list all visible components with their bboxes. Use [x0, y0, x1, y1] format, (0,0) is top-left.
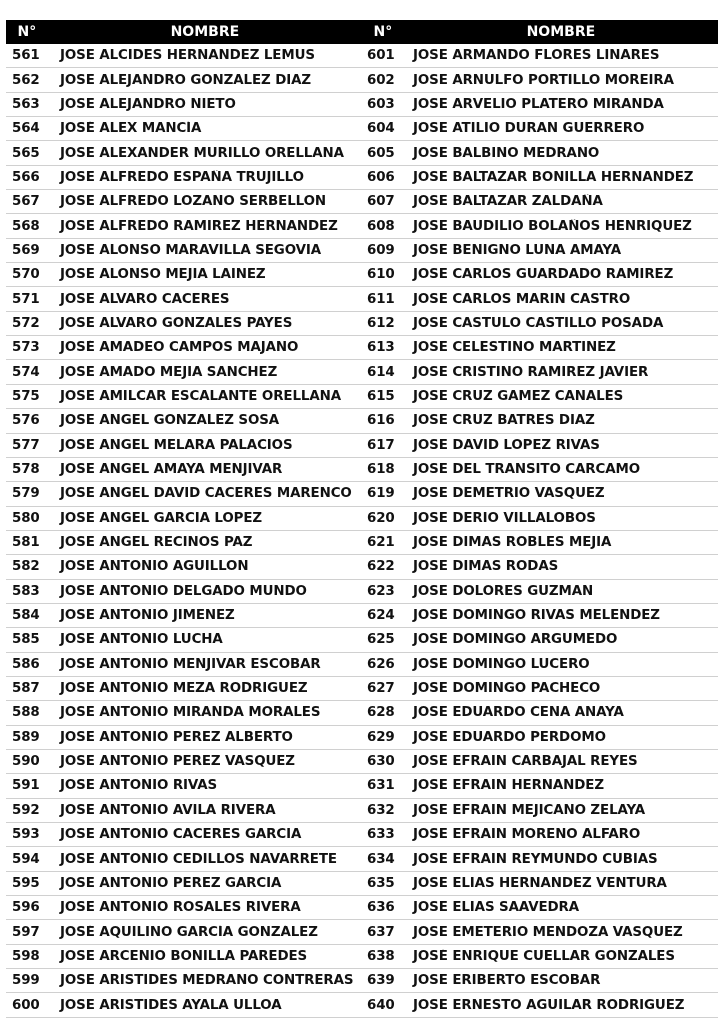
table-row [363, 166, 718, 190]
row-name: JOSE BAUDILIO BOLAÑOS HENRIQUEZ [413, 218, 692, 234]
row-number: 613 [367, 340, 395, 356]
row-name: JOSE ANGEL GONZALEZ SOSA [60, 413, 280, 429]
row-number: 592 [12, 802, 40, 818]
row-name: JOSE EMETERIO MENDOZA VASQUEZ [413, 924, 683, 940]
row-number: 597 [12, 924, 40, 940]
row-number: 571 [12, 291, 40, 307]
table-row [363, 44, 718, 68]
row-number: 584 [12, 608, 40, 624]
table-row [363, 312, 718, 336]
row-name: JOSE ANTONIO JIMENEZ [60, 608, 235, 624]
row-number: 606 [367, 169, 395, 185]
row-number: 578 [12, 462, 40, 478]
row-number: 563 [12, 96, 40, 112]
name-list-table [6, 20, 718, 1018]
row-name: JOSE ALEJANDRO GONZALEZ DIAZ [60, 72, 311, 88]
row-number: 575 [12, 388, 40, 404]
row-name: JOSE ANTONIO PEREZ ALBERTO [60, 729, 293, 745]
row-name: JOSE ANGEL GARCIA LOPEZ [60, 510, 263, 526]
row-number: 619 [367, 486, 395, 502]
table-row [6, 263, 363, 287]
table-row [6, 507, 363, 531]
table-row [6, 896, 363, 920]
table-row [363, 214, 718, 238]
table-row [6, 628, 363, 652]
table-row [6, 312, 363, 336]
row-name: JOSE ANTONIO DELGADO MUNDO [60, 583, 307, 599]
row-number: 582 [12, 559, 40, 575]
row-number: 630 [367, 754, 395, 770]
row-number: 604 [367, 121, 395, 137]
row-number: 569 [12, 242, 40, 258]
row-number: 594 [12, 851, 40, 867]
table-row [363, 872, 718, 896]
row-name: JOSE ALONSO MEJIA LAINEZ [60, 267, 266, 283]
row-name: JOSÉ AQUILINO GARCÍA GONZÁLEZ [60, 924, 318, 940]
row-number: 577 [12, 437, 40, 453]
row-name: JOSE ALEJANDRO NIETO [60, 96, 236, 112]
table-row [363, 117, 718, 141]
table-row [363, 604, 718, 628]
row-name: JOSE ELIAS SAAVEDRA [413, 900, 580, 916]
header-num-left: N° [17, 24, 37, 40]
row-number: 600 [12, 997, 40, 1013]
row-name: JOSE EFRAIN REYMUNDO CUBIAS [413, 851, 658, 867]
row-number: 567 [12, 194, 40, 210]
row-name: JOSE ANTONIO CEDILLOS NAVARRETE [60, 851, 337, 867]
row-number: 591 [12, 778, 40, 794]
row-number: 596 [12, 900, 40, 916]
row-number: 599 [12, 973, 40, 989]
row-name: JOSE ANGEL MELARA PALACIOS [60, 437, 293, 453]
row-number: 615 [367, 388, 395, 404]
row-name: JOSE EFRAIN CARBAJAL REYES [413, 754, 638, 770]
table-row [363, 507, 718, 531]
row-name: JOSE CASTULO CASTILLO POSADA [413, 315, 664, 331]
row-name: JOSE CRISTINO RAMIREZ JAVIER [413, 364, 649, 380]
row-number: 589 [12, 729, 40, 745]
right-column [363, 44, 718, 1018]
row-number: 595 [12, 875, 40, 891]
table-row [6, 701, 363, 725]
table-row [6, 580, 363, 604]
row-name: JOSE DIMAS ROBLES MEJIA [413, 535, 612, 551]
row-number: 632 [367, 802, 395, 818]
row-name: JOSE ALONSO MARAVILLA SEGOVIA [60, 242, 322, 258]
table-row [6, 434, 363, 458]
row-name: JOSE CELESTINO MARTINEZ [413, 340, 616, 356]
table-row [363, 239, 718, 263]
table-row [6, 239, 363, 263]
row-number: 583 [12, 583, 40, 599]
row-name: JOSE BENIGNO LUNA AMAYA [413, 242, 622, 258]
row-number: 561 [12, 48, 40, 64]
row-name: JOSE DAVID LOPEZ RIVAS [413, 437, 600, 453]
left-column [6, 44, 363, 1018]
row-number: 566 [12, 169, 40, 185]
row-name: JOSE ANTONIO PEREZ VASQUEZ [60, 754, 295, 770]
table-row [363, 726, 718, 750]
table-row [6, 117, 363, 141]
row-name: JOSE ANTONIO CACERES GARCIA [60, 827, 302, 843]
row-name: JOSE ANTONIO AGUILLON [60, 559, 249, 575]
row-number: 581 [12, 535, 40, 551]
table-row [6, 385, 363, 409]
row-name: JOSE ANTONIO AVILA RIVERA [60, 802, 276, 818]
table-row [363, 969, 718, 993]
row-number: 628 [367, 705, 395, 721]
row-name: JOSE ALVARO GONZALES PAYES [60, 315, 293, 331]
row-number: 565 [12, 145, 40, 161]
row-name: JOSE ANTONIO MEZA RODRIGUEZ [60, 681, 308, 697]
table-row [363, 385, 718, 409]
row-number: 562 [12, 72, 40, 88]
header-name-right: NOMBRE [526, 24, 596, 40]
row-number: 601 [367, 48, 395, 64]
row-number: 610 [367, 267, 395, 283]
table-row [6, 44, 363, 68]
row-name: JOSE ANTONIO MIRANDA MORALES [60, 705, 321, 721]
row-name: JOSE EDUARDO PERDOMO [413, 729, 606, 745]
table-row [363, 677, 718, 701]
table-row [363, 434, 718, 458]
row-number: 564 [12, 121, 40, 137]
row-name: JOSE CARLOS MARIN CASTRO [413, 291, 631, 307]
row-number: 603 [367, 96, 395, 112]
row-name: JOSE ANGEL AMAYA MENJIVAR [60, 462, 283, 478]
row-name: JOSE EFRAIN MORENO ALFARO [413, 827, 641, 843]
table-row [363, 580, 718, 604]
table-row [6, 945, 363, 969]
row-name: JOSE ALFREDO ESPAÑA TRUJILLO [60, 169, 304, 185]
table-row [363, 799, 718, 823]
table-row [6, 190, 363, 214]
row-number: 624 [367, 608, 395, 624]
table-row [6, 774, 363, 798]
table-row [6, 920, 363, 944]
row-number: 617 [367, 437, 395, 453]
row-number: 574 [12, 364, 40, 380]
row-number: 607 [367, 194, 395, 210]
row-name: JOSE ARCENIO BONILLA PAREDES [60, 948, 308, 964]
row-name: JOSE AMILCAR ESCALANTE ORELLANA [60, 388, 341, 404]
table-row [363, 993, 718, 1017]
row-number: 618 [367, 462, 395, 478]
row-name: JOSE DERIO VILLALOBOS [413, 510, 596, 526]
row-number: 638 [367, 948, 395, 964]
row-name: JOSÉ ALEX MANCÍA [60, 121, 202, 137]
table-row [363, 896, 718, 920]
row-number: 612 [367, 315, 395, 331]
row-number: 626 [367, 656, 395, 672]
row-name: JOSE ATILIO DURAN GUERRERO [413, 121, 645, 137]
row-name: JOSE ALFREDO LOZANO SERBELLON [60, 194, 326, 210]
table-row [6, 993, 363, 1017]
row-name: JOSE ARNULFO PORTILLO MOREIRA [413, 72, 674, 88]
table-row [6, 336, 363, 360]
table-row [363, 628, 718, 652]
row-name: JOSE ANGEL DAVID CACERES MARENCO [60, 486, 352, 502]
row-number: 629 [367, 729, 395, 745]
row-number: 609 [367, 242, 395, 258]
table-row [6, 726, 363, 750]
header-num-right: N° [373, 24, 393, 40]
row-name: JOSE DOMINGO ARGUMEDO [413, 632, 618, 648]
table-row [363, 482, 718, 506]
row-number: 614 [367, 364, 395, 380]
table-row [363, 141, 718, 165]
table-row [363, 701, 718, 725]
row-name: JOSE CRUZ BATRES DIAZ [413, 413, 595, 429]
table-row [6, 604, 363, 628]
row-name: JOSE ERIBERTO ESCOBAR [413, 973, 601, 989]
row-number: 640 [367, 997, 395, 1013]
row-name: JOSÉ ENRIQUE CUELLAR GONZALES [413, 948, 675, 964]
row-number: 576 [12, 413, 40, 429]
table-row [6, 409, 363, 433]
row-number: 611 [367, 291, 395, 307]
table-row [6, 799, 363, 823]
row-name: JOSE DEMETRIO VASQUEZ [413, 486, 605, 502]
row-name: JOSE ARMANDO FLORES LINARES [413, 48, 660, 64]
row-name: JOSE BALBINO MEDRANO [413, 145, 600, 161]
table-body [6, 44, 718, 1018]
table-row [6, 531, 363, 555]
row-number: 621 [367, 535, 395, 551]
table-row [363, 458, 718, 482]
table-row [363, 190, 718, 214]
row-name: JOSE ALCIDES HERNANDEZ LEMUS [60, 48, 315, 64]
row-number: 598 [12, 948, 40, 964]
table-row [363, 555, 718, 579]
row-number: 580 [12, 510, 40, 526]
row-number: 570 [12, 267, 40, 283]
table-row [6, 482, 363, 506]
row-name: JOSE ALVARO CACERES [60, 291, 230, 307]
row-number: 627 [367, 681, 395, 697]
table-row [363, 93, 718, 117]
header-name-left: NOMBRE [170, 24, 240, 40]
row-number: 608 [367, 218, 395, 234]
table-row [363, 531, 718, 555]
row-number: 637 [367, 924, 395, 940]
row-name: JOSE ELIAS HERNANDEZ VENTURA [413, 875, 667, 891]
table-row [6, 555, 363, 579]
row-name: JOSE ANTONIO ROSALES RIVERA [60, 900, 301, 916]
row-name: JOSE AMADO MEJIA SANCHEZ [60, 364, 278, 380]
row-name: JOSE ARISTIDES AYALA ULLOA [60, 997, 282, 1013]
row-number: 572 [12, 315, 40, 331]
row-name: JOSE ANTONIO RIVAS [60, 778, 218, 794]
row-number: 602 [367, 72, 395, 88]
table-row [363, 653, 718, 677]
table-row [6, 68, 363, 92]
row-name: JOSE ANTONIO LUCHA [60, 632, 223, 648]
row-name: JOSÉ AMADEO CAMPOS MAJANO [60, 340, 299, 356]
row-name: JOSE ANGEL RECINOS PAZ [60, 535, 253, 551]
table-row [6, 360, 363, 384]
row-number: 623 [367, 583, 395, 599]
row-name: JOSE CARLOS GUARDADO RAMIREZ [413, 267, 674, 283]
row-number: 622 [367, 559, 395, 575]
row-name: JOSE DIMAS RODAS [413, 559, 559, 575]
row-name: JOSE ALFREDO RAMIREZ HERNANDEZ [60, 218, 338, 234]
row-number: 573 [12, 340, 40, 356]
row-number: 585 [12, 632, 40, 648]
table-row [6, 93, 363, 117]
table-row [363, 920, 718, 944]
table-row [363, 409, 718, 433]
row-number: 586 [12, 656, 40, 672]
row-number: 625 [367, 632, 395, 648]
row-name: JOSE DOLORES GUZMAN [413, 583, 594, 599]
row-name: JOSE ALEXANDER MURILLO ORELLANA [60, 145, 344, 161]
row-name: JOSE EFRAIN HERNANDEZ [413, 778, 604, 794]
table-row [6, 750, 363, 774]
row-number: 634 [367, 851, 395, 867]
row-name: JOSE BALTAZAR ZALDAÑA [413, 194, 603, 210]
row-name: JOSE ANTONIO MENJIVAR ESCOBAR [60, 656, 321, 672]
row-name: JOSE BALTAZAR BONILLA HERNANDEZ [413, 169, 694, 185]
row-number: 620 [367, 510, 395, 526]
table-row [363, 68, 718, 92]
row-number: 579 [12, 486, 40, 502]
table-row [6, 653, 363, 677]
table-row [363, 360, 718, 384]
row-number: 639 [367, 973, 395, 989]
table-header [6, 20, 718, 44]
table-row [363, 823, 718, 847]
table-row [363, 774, 718, 798]
row-number: 590 [12, 754, 40, 770]
row-name: JOSE DOMINGO PACHECO [413, 681, 601, 697]
table-row [6, 287, 363, 311]
row-name: JOSE CRUZ GAMEZ CANALES [413, 388, 624, 404]
table-row [6, 458, 363, 482]
row-name: JOSE ANTONIO PEREZ GARCIA [60, 875, 282, 891]
table-row [6, 141, 363, 165]
table-row [363, 945, 718, 969]
row-name: JOSE ARISTIDES MEDRANO CONTRERAS [60, 973, 354, 989]
row-number: 633 [367, 827, 395, 843]
table-row [363, 287, 718, 311]
table-row [363, 750, 718, 774]
table-row [6, 823, 363, 847]
table-row [6, 677, 363, 701]
row-number: 593 [12, 827, 40, 843]
table-row [6, 872, 363, 896]
row-number: 636 [367, 900, 395, 916]
row-name: JOSE DOMINGO LUCERO [413, 656, 590, 672]
row-number: 635 [367, 875, 395, 891]
row-number: 616 [367, 413, 395, 429]
row-number: 588 [12, 705, 40, 721]
table-row [363, 847, 718, 871]
table-row [6, 847, 363, 871]
table-row [363, 263, 718, 287]
row-name: JOSE ARVELIO PLATERO MIRANDA [413, 96, 664, 112]
row-name: JOSE ERNESTO AGUILAR RODRIGUEZ [413, 997, 685, 1013]
row-name: JOSE EFRAIN MEJICANO ZELAYA [413, 802, 646, 818]
row-number: 568 [12, 218, 40, 234]
row-number: 631 [367, 778, 395, 794]
row-name: JOSE DEL TRANSITO CARCAMO [413, 462, 640, 478]
row-number: 605 [367, 145, 395, 161]
table-row [6, 214, 363, 238]
row-name: JOSE DOMINGO RIVAS MELENDEZ [413, 608, 660, 624]
table-row [363, 336, 718, 360]
row-number: 587 [12, 681, 40, 697]
table-row [6, 969, 363, 993]
row-name: JOSE EDUARDO CENA ANAYA [413, 705, 624, 721]
table-row [6, 166, 363, 190]
